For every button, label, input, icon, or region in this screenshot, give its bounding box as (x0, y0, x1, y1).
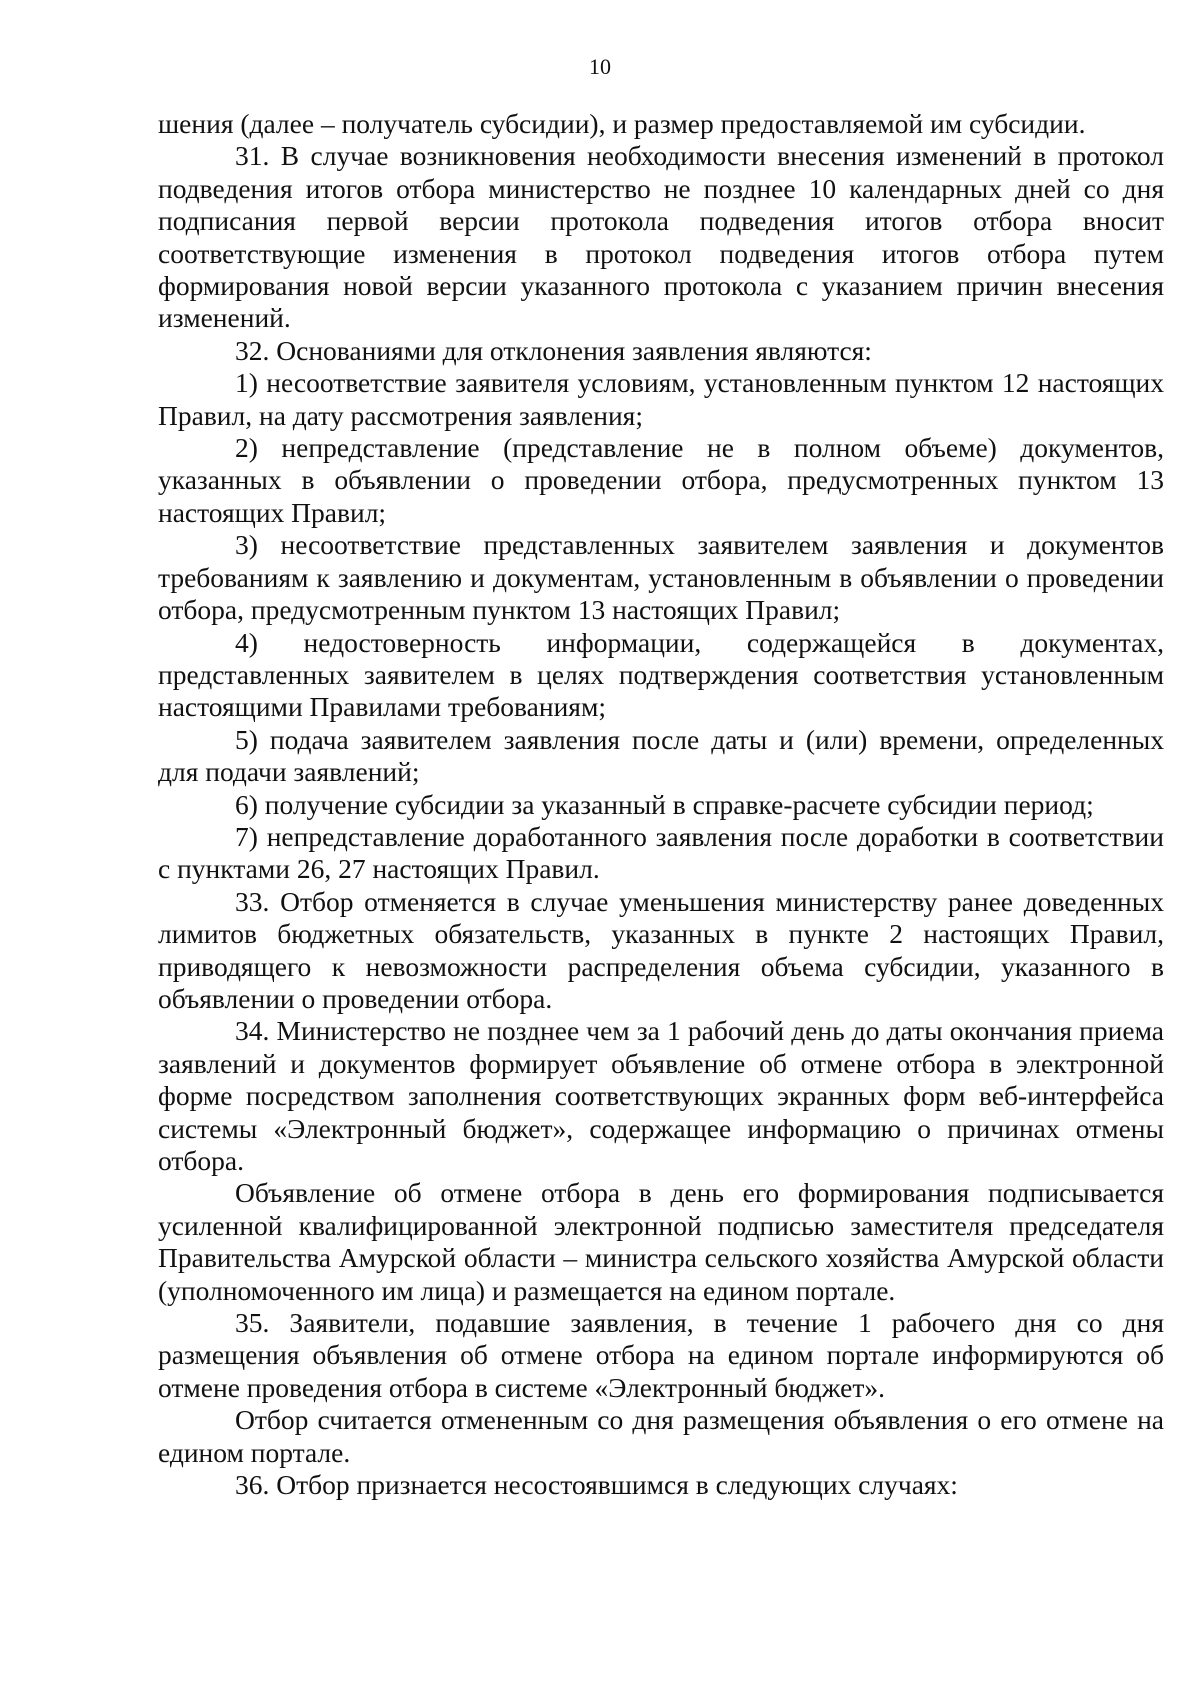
paragraph-35-cancellation: Отбор считается отмененным со дня размещения объявления о его отмене на едином портале. (158, 1404, 1164, 1468)
list-item-1: 1) несоответствие заявителя условиям, установленным пунктом 12 настоящих Правил, на дату рассмотрения заявления; (158, 367, 1164, 431)
paragraph-continuation: шения (далее – получатель субсидии), и размер предоставляемой им субсидии. (158, 108, 1086, 139)
list-item-4: 4) недостоверность информации, содержащейся в документах, представленных заявителем в целях подтверждения соответствия установленным настоящими Правилами требованиям; (158, 626, 1164, 723)
paragraph-34-announcement: Объявление об отмене отбора в день его формирования подписывается усиленной квалифицированной электронной подписью заместителя председателя Правительства Амурской области – министра сельского хозяйства Амурской области (уполномоченного им лица) и размещается на едином портале. (158, 1177, 1164, 1306)
list-item-5: 5) подача заявителем заявления после даты и (или) времени, определенных для подачи заявлений; (158, 723, 1164, 788)
list-item-6: 6) получение субсидии за указанный в справке-расчете субсидии период; (235, 788, 1094, 820)
paragraph-35: 35. Заявители, подавшие заявления, в течение 1 рабочего дня со дня размещения объявления об отмене отбора на едином портале информируются об отмене проведения отбора в системе «Электронный бюджет». (158, 1307, 1164, 1403)
paragraph-31: 31. В случае возникновения необходимости внесения изменений в протокол подведения итогов отбора министерство не позднее 10 календарных дней со дня подписания первой версии протокола подведения итогов отбора вносит соответствующие изменения в протокол подведения итогов отбора путем формирования новой версии указанного протокола с указанием причин внесения изменений. (158, 140, 1164, 334)
paragraph-34: 34. Министерство не позднее чем за 1 рабочий день до даты окончания приема заявлений и документов формирует объявление об отмене отбора в электронной форме посредством заполнения соответствующих экранных форм веб-интерфейса системы «Электронный бюджет», содержащее информацию о причинах отмены отбора. (158, 1015, 1164, 1176)
list-item-3: 3) несоответствие представленных заявителем заявления и документов требованиям к заявлению и документам, установленным в объявлении о проведении отбора, предусмотренным пунктом 13 настоящих Правил; (158, 529, 1164, 626)
list-item-2: 2) непредставление (представление не в полном объеме) документов, указанных в объявлении о проведении отбора, предусмотренных пунктом 13 настоящих Правил; (158, 432, 1164, 528)
paragraph-36: 36. Отбор признается несостоявшимся в следующих случаях: (235, 1469, 958, 1501)
page-number: 10 (589, 54, 611, 79)
paragraph-32: 32. Основаниями для отклонения заявления являются: (235, 334, 872, 366)
document-body (158, 108, 1164, 1501)
list-item-7: 7) непредставление доработанного заявления после доработки в соответствии с пунктами 26, 27 настоящих Правил. (158, 820, 1164, 885)
paragraph-33: 33. Отбор отменяется в случае уменьшения министерству ранее доведенных лимитов бюджетных обязательств, указанных в пункте 2 настоящих Правил, приводящего к невозможности распределения объема субсидии, указанного в объявлении о проведении отбора. (158, 885, 1164, 1014)
